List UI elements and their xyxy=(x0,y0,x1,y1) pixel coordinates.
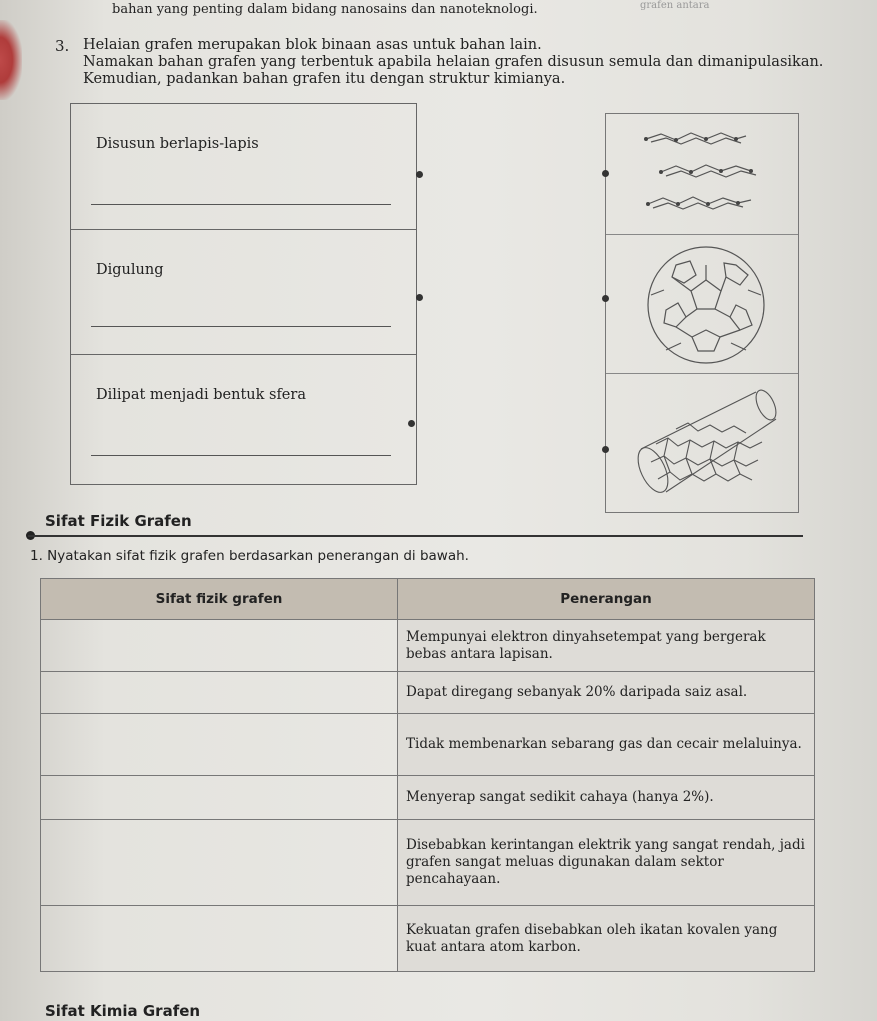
property-answer-cell[interactable] xyxy=(41,672,398,714)
property-answer-cell[interactable] xyxy=(41,620,398,672)
section-divider xyxy=(28,535,803,537)
answer-line[interactable] xyxy=(91,455,391,456)
fullerene-sphere-icon xyxy=(606,235,798,373)
table-row xyxy=(41,906,815,972)
table-row xyxy=(41,776,815,820)
property-answer-cell[interactable] xyxy=(41,776,398,820)
structures-box xyxy=(605,113,799,513)
table-header-row xyxy=(41,579,815,620)
section-title-physical: Sifat Fizik Grafen xyxy=(45,512,192,530)
property-answer-cell[interactable] xyxy=(41,820,398,906)
match-dot[interactable] xyxy=(602,295,609,302)
structure-cell xyxy=(606,114,798,235)
option-cell xyxy=(71,230,416,355)
header-property: Sifat fizik grafen xyxy=(41,579,398,620)
explanation-cell: Disebabkan kerintangan elektrik yang sangat rendah, jadi grafen sangat meluas digunakan dalam sektor pencahayaan. xyxy=(398,820,815,906)
explanation-cell: Tidak membenarkan sebarang gas dan cecair melaluinya. xyxy=(398,714,815,776)
property-answer-cell[interactable] xyxy=(41,714,398,776)
option-cell xyxy=(71,104,416,230)
explanation-cell: Mempunyai elektron dinyahsetempat yang bergerak bebas antara lapisan. xyxy=(398,620,815,672)
matching-options-box xyxy=(70,103,417,485)
question-text xyxy=(83,37,843,88)
match-dot[interactable] xyxy=(602,170,609,177)
option-cell xyxy=(71,355,416,483)
question-line: Namakan bahan grafen yang terbentuk apabila helaian grafen disusun semula dan dimanipulasikan. xyxy=(83,54,824,70)
table-row xyxy=(41,820,815,906)
table-row xyxy=(41,672,815,714)
table-row xyxy=(41,714,815,776)
question-number: 3. xyxy=(55,37,70,55)
page-edge-shadow xyxy=(0,20,22,100)
explanation-cell: Menyerap sangat sedikit cahaya (hanya 2%). xyxy=(398,776,815,820)
header-explanation: Penerangan xyxy=(398,579,815,620)
explanation-cell: Dapat diregang sebanyak 20% daripada saiz asal. xyxy=(398,672,815,714)
answer-line[interactable] xyxy=(91,326,391,327)
match-dot[interactable] xyxy=(408,420,415,427)
top-right-faded-text: grafen antara xyxy=(640,0,710,11)
structure-cell xyxy=(606,374,798,511)
layered-graphene-icon xyxy=(606,114,798,234)
explanation-cell: Kekuatan grafen disebabkan oleh ikatan kovalen yang kuat antara atom karbon. xyxy=(398,906,815,972)
nanotube-icon xyxy=(606,374,798,511)
table-question: 1. Nyatakan sifat fizik grafen berdasarkan penerangan di bawah. xyxy=(30,548,469,564)
option-label: Dilipat menjadi bentuk sfera xyxy=(96,387,306,403)
question-line: Kemudian, padankan bahan grafen itu dengan struktur kimianya. xyxy=(83,71,566,87)
option-label: Disusun berlapis-lapis xyxy=(96,136,259,152)
match-dot[interactable] xyxy=(416,294,423,301)
match-dot[interactable] xyxy=(416,171,423,178)
physical-properties-table xyxy=(40,578,815,972)
section-title-chemical: Sifat Kimia Grafen xyxy=(45,1002,201,1020)
structure-cell xyxy=(606,235,798,374)
top-text-line: bahan yang penting dalam bidang nanosains dan nanoteknologi. xyxy=(112,2,538,17)
answer-line[interactable] xyxy=(91,204,391,205)
match-dot[interactable] xyxy=(602,446,609,453)
table-row xyxy=(41,620,815,672)
question-line: Helaian grafen merupakan blok binaan asas untuk bahan lain. xyxy=(83,37,542,53)
property-answer-cell[interactable] xyxy=(41,906,398,972)
option-label: Digulung xyxy=(96,262,164,278)
